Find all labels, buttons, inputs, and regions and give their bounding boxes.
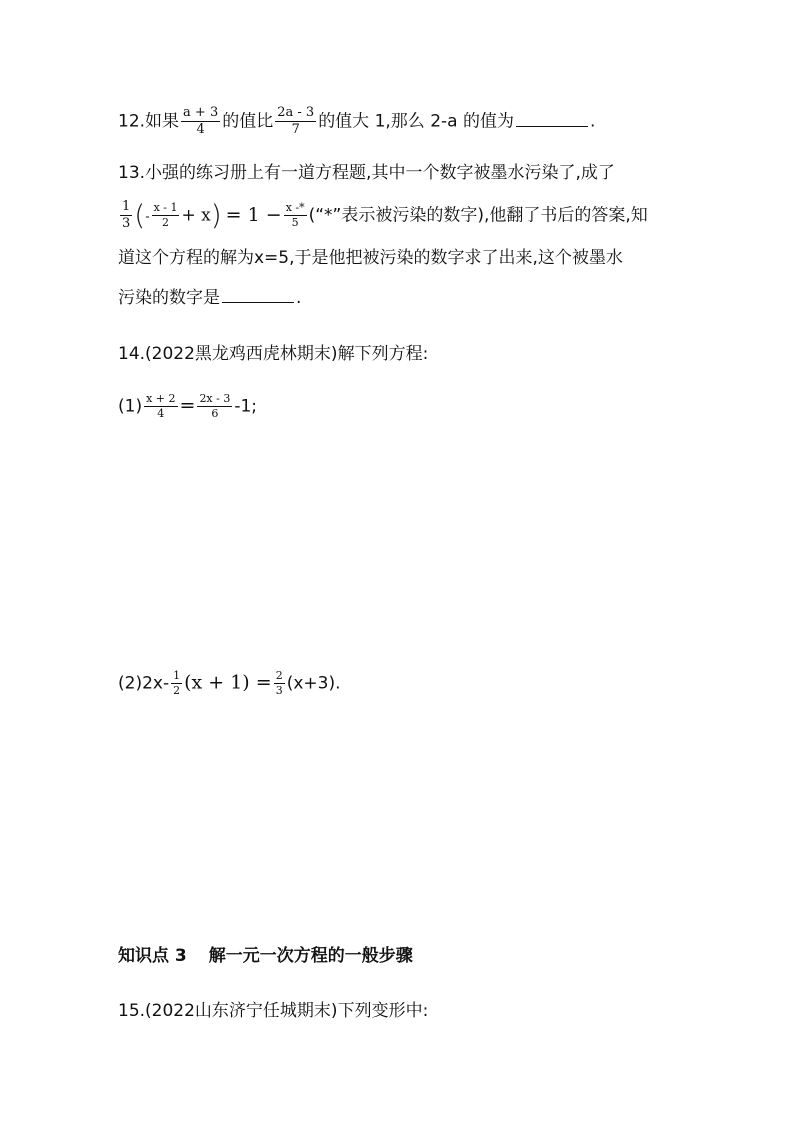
question-14-part-2: (2)2x- $\frac{1}{2}$ (x + 1) = $\frac{2}{3}$ (x+3).: [118, 669, 341, 697]
question-13-equation-line: $\frac{1}{3}$ (- $\frac{x - 1}{2}$ + x) = 1 − $\frac{x -*}{5}$ (“*”表示被污染的数字),他翻了书后的答案,知: [122, 198, 648, 232]
question-15-title: 15.(2022山东济宁任城期末)下列变形中:: [118, 1001, 429, 1021]
question-14-title: 14.(2022黑龙鸡西虎林期末)解下列方程:: [118, 344, 429, 364]
q12-fraction-1: $\frac{a + 3}{4}$: [183, 105, 219, 137]
q12-suffix: 的值大 1,那么 2-a 的值为: [318, 111, 514, 132]
section-title: 解一元一次方程的一般步骤: [208, 946, 413, 966]
q12-fraction-2: $\frac{2a - 3}{7}$: [277, 105, 315, 137]
q14-p2-fraction-1: $\frac{1}{2}$: [173, 669, 181, 697]
section-heading: [118, 944, 413, 968]
q12-mid: 的值比: [222, 111, 274, 132]
q13-coef-fraction: $\frac{1}{3}$: [122, 199, 131, 231]
question-13-line-1: 13.小强的练习册上有一道方程题,其中一个数字被墨水污染了,成了: [118, 163, 615, 183]
q13-inner-fraction: $\frac{x - 1}{2}$: [153, 201, 178, 229]
q13-rhs-fraction: $\frac{x -*}{5}$: [285, 201, 305, 229]
question-13-line-4: 污染的数字是 .: [118, 288, 302, 308]
q14-p2-fraction-2: $\frac{2}{3}$: [275, 669, 283, 697]
question-12: 12.如果 $\frac{a + 3}{4}$ 的值比 $\frac{2a - 3}{7}$ 的值大 1,那么 2-a 的值为 .: [118, 105, 596, 137]
question-13-line-3: 道这个方程的解为x=5,于是他把被污染的数字求了出来,这个被墨水: [118, 248, 623, 268]
q14-p1-fraction-2: $\frac{2x - 3}{6}$: [199, 392, 231, 420]
q12-prefix: 12.如果: [118, 111, 180, 132]
q13-answer-blank[interactable]: [222, 286, 294, 303]
question-14-part-1: (1) $\frac{x + 2}{4}$ = $\frac{2x - 3}{6}$ -1;: [118, 392, 258, 420]
section-label: 知识点 3: [118, 946, 187, 966]
q14-p1-fraction-1: $\frac{x + 2}{4}$: [146, 392, 176, 420]
q12-answer-blank[interactable]: [516, 110, 588, 127]
